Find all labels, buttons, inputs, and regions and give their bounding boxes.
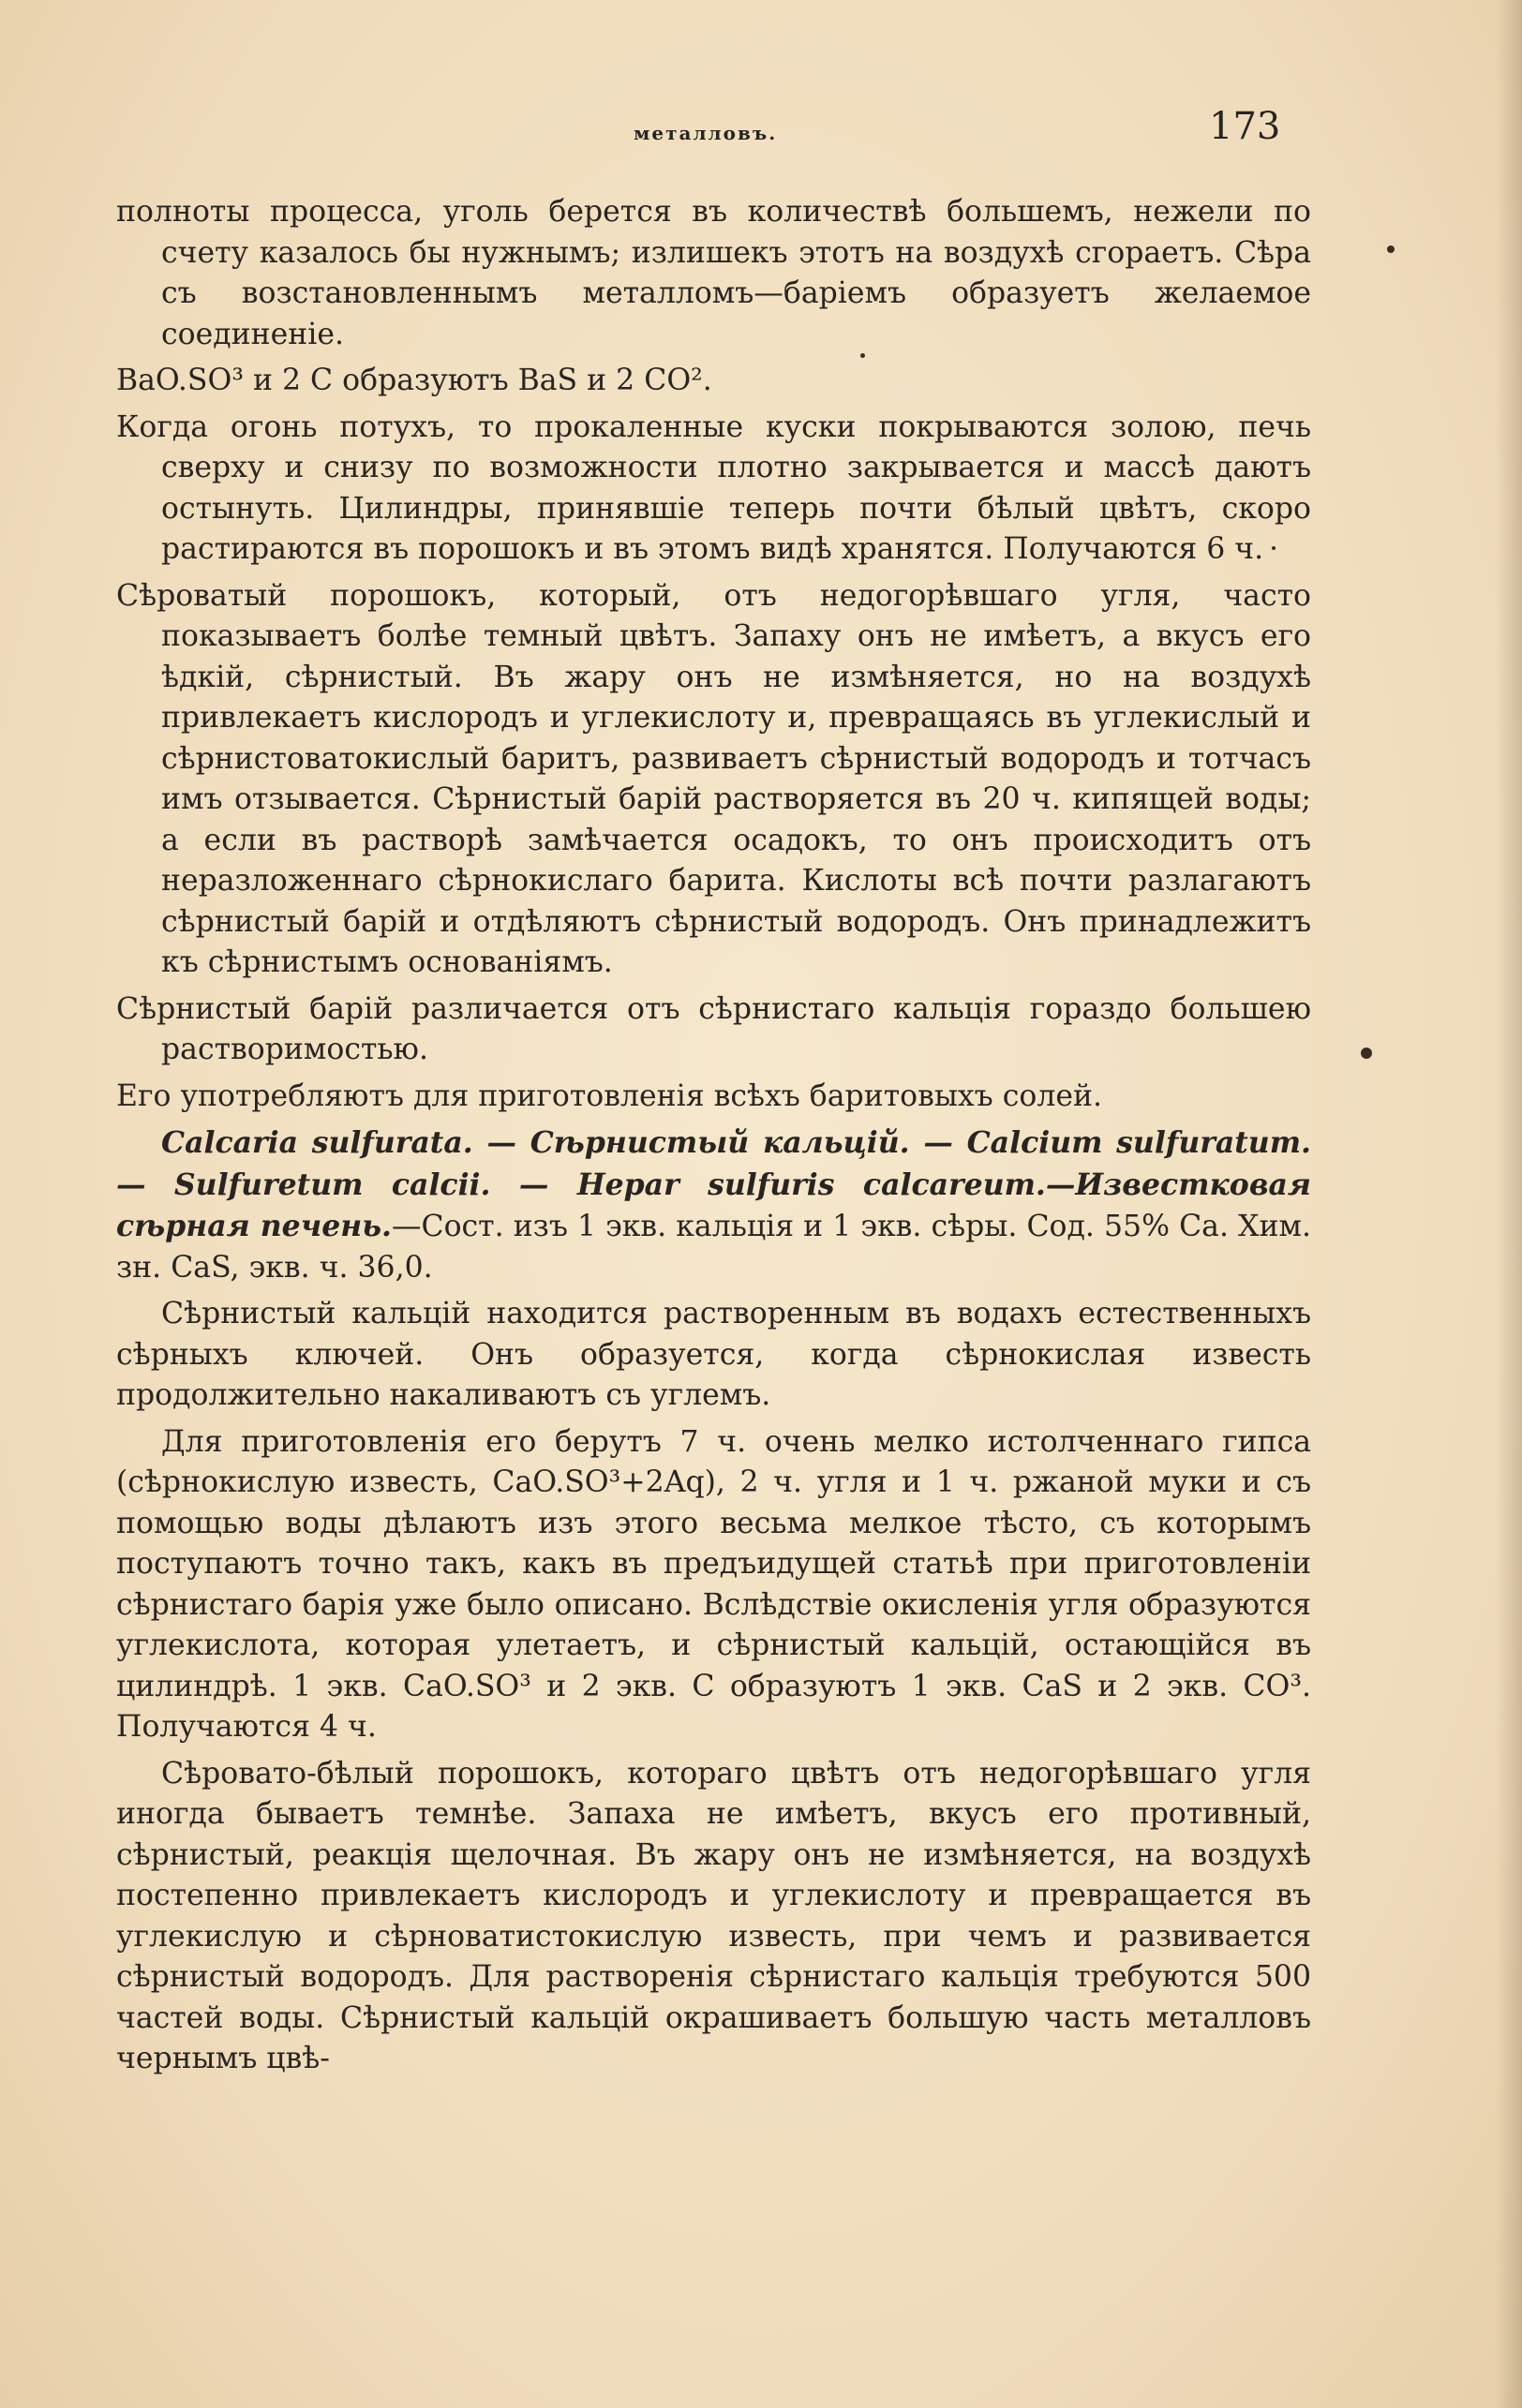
paragraph-preparation: Для приготовленія его берутъ 7 ч. очень мелко истолченнаго гипса (сѣрнокислую известь, CaO.SO³+2Aq), 2 ч. угля и 1 ч. ржаной муки и съ помощью воды дѣлаютъ изъ этого весьма мелкое тѣсто, съ которымъ поступаютъ точно такъ, какъ въ предъидущей статьѣ при приготовленіи сѣрнистаго барія уже было описано. Вслѣдствіе окисленія угля образуются углекислота, которая улетаетъ, и сѣрнистый кальцій, остающійся въ цилиндрѣ. 1 экв. CaO.SO³ и 2 экв. C образуютъ 1 экв. CaS и 2 экв. CO³. Получаются 4 ч. (116, 1424, 1311, 1744)
page-number: 173 (1209, 105, 1281, 148)
page-edge-shadow (1496, 0, 1522, 2408)
running-head: металловъ. (634, 122, 778, 144)
ink-spot (1387, 245, 1395, 253)
page-header (0, 105, 1522, 161)
ink-spot (860, 353, 865, 358)
section-heading (116, 1122, 1311, 1288)
paragraph-description: Сѣровато-бѣлый порошокъ, котораго цвѣтъ отъ недогорѣвшаго угля иногда бываетъ темнѣе. Запаха не имѣетъ, вкусъ его противный, сѣрнистый, реакція щелочная. Въ жару онъ не измѣняется, на воздухѣ постепенно привлекаетъ кислородъ и углекислоту и превращается въ углекислую и сѣрноватистокислую известь, при чемъ и развивается сѣрнистый водородъ. Для растворенія сѣрнистаго кальція требуются 500 частей воды. Сѣрнистый кальцій окрашиваетъ большую часть металловъ чернымъ цвѣ- (116, 1756, 1311, 2075)
section-title: Calcaria sulfurata. — Сѣрнистый кальцій. — Calcium sulfuratum. — Sulfuretum calcii. — Hepar sulfuris calcareum.—Известковая сѣрная печень. (116, 1125, 1311, 1243)
ink-spot (1361, 1048, 1372, 1059)
section-composition: —Сост. изъ 1 экв. кальція и 1 экв. сѣры. Сод. 55% Ca. Хим. зн. CaS, экв. ч. 36,0. (116, 1210, 1311, 1285)
paragraph-solubility: Сѣрнистый барій различается отъ сѣрнистаго кальція гораздо большею растворимостью. (116, 991, 1311, 1066)
formula-line: BaO.SO³ и 2 C образуютъ BaS и 2 CO². (116, 364, 712, 397)
ink-spot (1272, 546, 1276, 550)
page-body (116, 192, 1311, 2086)
paragraph-occurrence: Сѣрнистый кальцій находится растворенным въ водахъ естественныхъ сѣрныхъ ключей. Онъ образуется, когда сѣрнокислая известь продолжительно накаливаютъ съ углемъ. (116, 1297, 1311, 1412)
paragraph-properties: Сѣроватый порошокъ, который, отъ недогорѣвшаго угля, часто показываетъ болѣе темный цвѣтъ. Запаху онъ не имѣетъ, а вкусъ его ѣдкій, сѣрнистый. Въ жару онъ не измѣняется, но на воздухѣ привлекаетъ кислородъ и углекислоту и, превращаясь въ углекислый и сѣрнистоватокислый баритъ, развиваетъ сѣрнистый водородъ и тотчасъ имъ отзывается. Сѣрнистый барій растворяется въ 20 ч. кипящей воды; а если въ растворѣ замѣчается осадокъ, то онъ происходитъ отъ неразложеннаго сѣрнокислаго барита. Кислоты всѣ почти разлагаютъ сѣрнистый барій и отдѣляютъ сѣрнистый водородъ. Онъ принадлежитъ къ сѣрнистымъ основаніямъ. (116, 578, 1311, 979)
paragraph-continuation: полноты процесса, уголь берется въ количествѣ большемъ, нежели по счету казалось бы нужнымъ; излишекъ этотъ на воздухѣ сгораетъ. Сѣра съ возстановленнымъ металломъ—баріемъ образуетъ желаемое соединеніе. (116, 195, 1311, 351)
paragraph-cooling: Когда огонь потухъ, то прокаленные куски покрываются золою, печь сверху и снизу по возможности плотно закрывается и массѣ даютъ остынуть. Цилиндры, принявшіе теперь почти бѣлый цвѣтъ, скоро растираются въ порошокъ и въ этомъ видѣ хранятся. Получаются 6 ч. (116, 409, 1311, 566)
paragraph-usage: Его употребляютъ для приготовленія всѣхъ баритовыхъ солей. (116, 1078, 1102, 1113)
